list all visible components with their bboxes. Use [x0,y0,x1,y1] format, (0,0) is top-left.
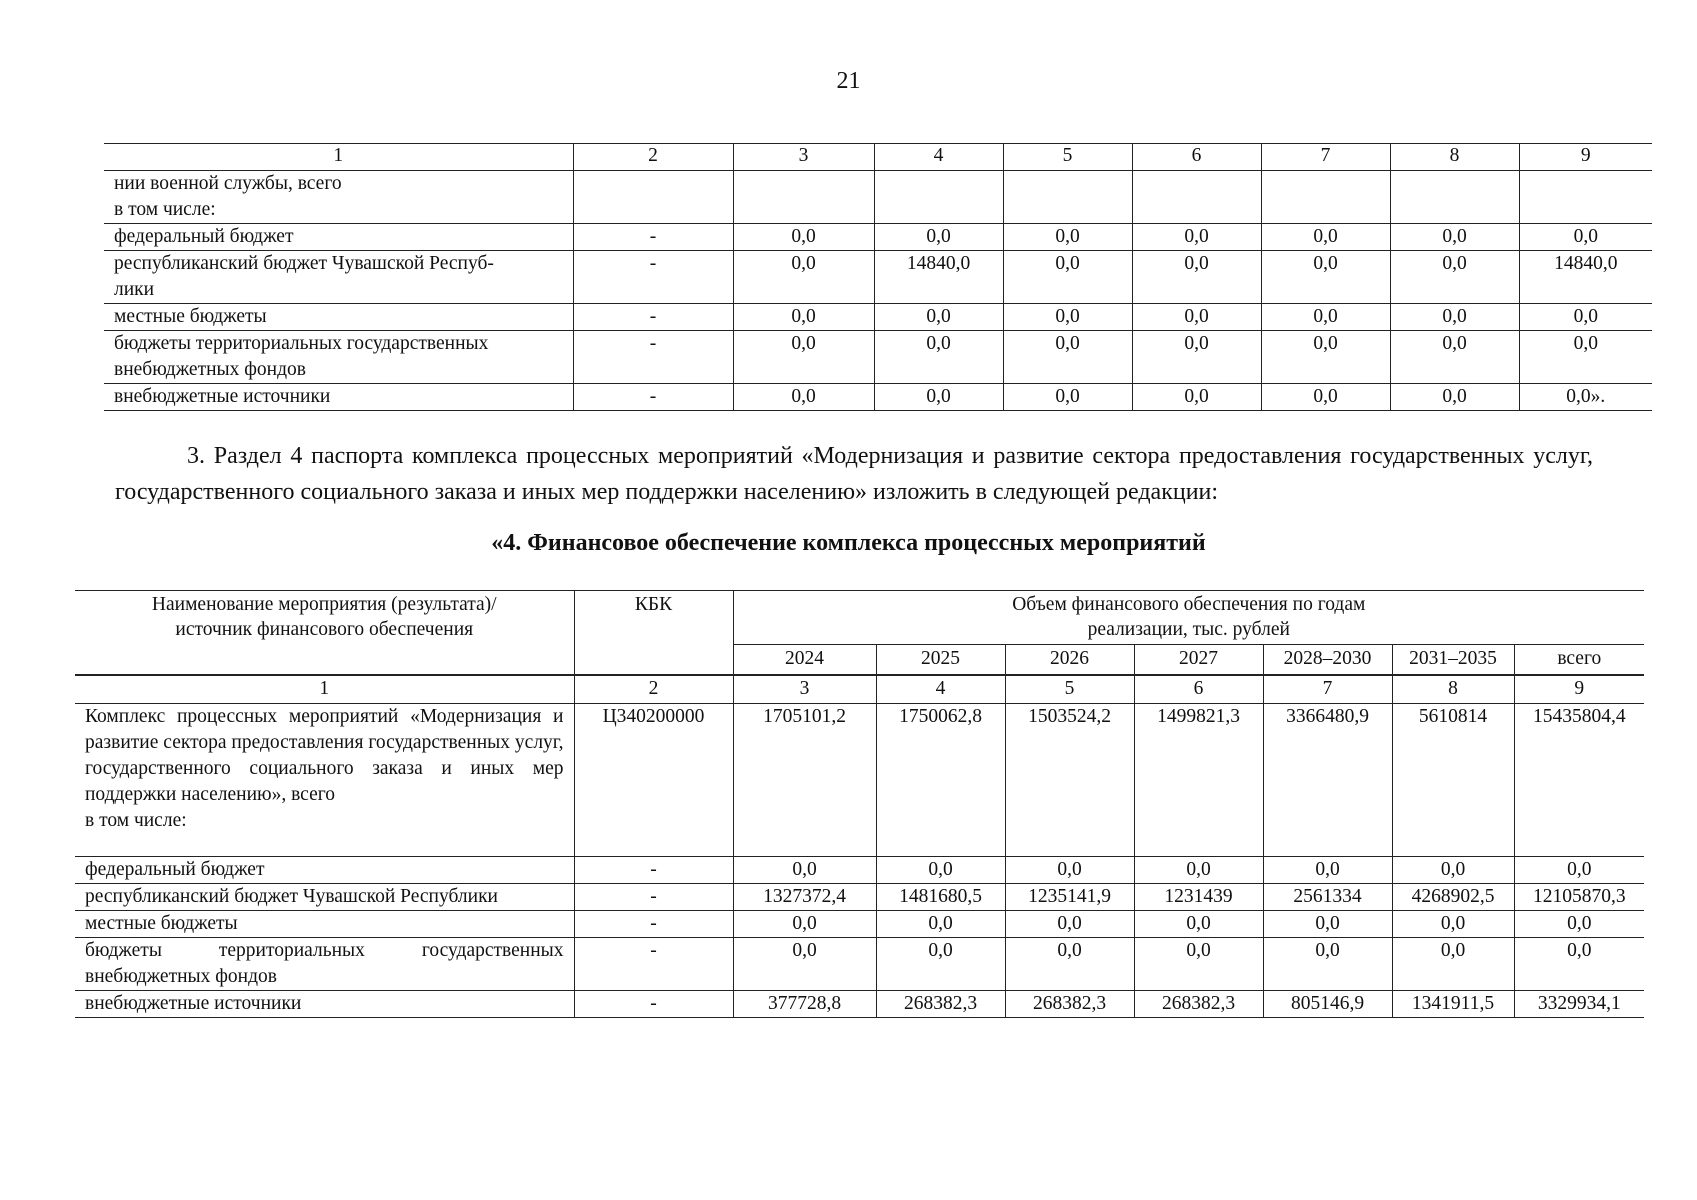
value-cell: 0,0 [874,304,1003,331]
row-name-cell: бюджеты территориальных государственных внебюджетных фондов [75,938,574,991]
value-cell: 0,0 [1390,331,1519,384]
column-number: 7 [1263,675,1392,704]
year-header: 2026 [1005,645,1134,676]
value-cell [874,171,1003,224]
value-cell: 0,0 [1261,304,1390,331]
value-cell: - [574,884,733,911]
value-cell: 0,0 [1132,224,1261,251]
value-cell: 3329934,1 [1514,991,1644,1018]
column-number: 5 [1005,675,1134,704]
value-cell: 0,0 [1261,384,1390,411]
row-name-cell: республиканский бюджет Чувашской Респуб- лики [104,251,573,304]
table-body [75,704,1644,1018]
column-number: 3 [733,675,876,704]
value-cell: 1235141,9 [1005,884,1134,911]
value-cell [733,171,874,224]
value-cell: 0,0 [1519,224,1652,251]
header-row [75,591,1644,645]
value-cell: 0,0 [1519,304,1652,331]
value-cell: 0,0 [733,938,876,991]
value-cell [1390,171,1519,224]
value-cell: 1503524,2 [1005,704,1134,857]
header-volume-cell: Объем финансового обеспечения по годам реализации, тыс. рублей [733,591,1644,645]
column-number: 6 [1132,144,1261,171]
value-cell: 0,0 [733,911,876,938]
value-cell: 3366480,9 [1263,704,1392,857]
value-cell: 377728,8 [733,991,876,1018]
row-name-cell: федеральный бюджет [104,224,573,251]
value-cell: 0,0 [1003,251,1132,304]
value-cell [1519,171,1652,224]
table-row [75,938,1644,991]
year-header: всего [1514,645,1644,676]
year-header: 2027 [1134,645,1263,676]
value-cell: 1327372,4 [733,884,876,911]
value-cell: - [573,304,733,331]
row-name-cell: республиканский бюджет Чувашской Республики [75,884,574,911]
value-cell: 12105870,3 [1514,884,1644,911]
value-cell: 0,0 [1003,384,1132,411]
column-number: 9 [1514,675,1644,704]
value-cell: 0,0 [733,857,876,884]
value-cell: 0,0 [1263,938,1392,991]
value-cell: 14840,0 [1519,251,1652,304]
header-name-cell: Наименование мероприятия (результата)/ источник финансового обеспечения [75,591,574,676]
year-header: 2028–2030 [1263,645,1392,676]
value-cell: 0,0 [874,331,1003,384]
value-cell: - [573,384,733,411]
value-cell: 0,0 [733,384,874,411]
funding-table-continued [104,143,1652,411]
value-cell: 0,0 [874,224,1003,251]
value-cell: 0,0 [1390,384,1519,411]
value-cell: - [574,938,733,991]
section-title: «4. Финансовое обеспечение комплекса процессных мероприятий [491,530,1206,556]
column-number: 6 [1134,675,1263,704]
value-cell: 0,0 [1005,938,1134,991]
row-name-cell: внебюджетные источники [75,991,574,1018]
value-cell: - [573,224,733,251]
value-cell: 1499821,3 [1134,704,1263,857]
value-cell: - [574,911,733,938]
value-cell: 0,0 [1261,224,1390,251]
value-cell: 1231439 [1134,884,1263,911]
value-cell [573,171,733,224]
value-cell: 0,0 [1261,251,1390,304]
table-row [75,991,1644,1018]
value-cell: 0,0 [876,911,1005,938]
value-cell: 15435804,4 [1514,704,1644,857]
table-row [104,304,1652,331]
row-name-cell: местные бюджеты [104,304,573,331]
value-cell: 1750062,8 [876,704,1005,857]
column-number: 2 [574,675,733,704]
value-cell: 0,0 [1134,857,1263,884]
amendment-paragraph: 3. Раздел 4 паспорта комплекса процессных мероприятий «Модернизация и развитие сектора предоставления государственных услуг, государственного социального заказа и иных мер поддержки населению» изложить в следующей редакции: [115,443,1593,505]
value-cell: 0,0 [1390,251,1519,304]
table-row [104,171,1652,224]
value-cell: 805146,9 [1263,991,1392,1018]
value-cell: 0,0». [1519,384,1652,411]
value-cell: - [573,331,733,384]
value-cell: 5610814 [1392,704,1514,857]
value-cell: 1341911,5 [1392,991,1514,1018]
value-cell: 0,0 [1005,911,1134,938]
value-cell: 0,0 [1390,224,1519,251]
column-number: 4 [876,675,1005,704]
column-number: 2 [573,144,733,171]
value-cell: 268382,3 [876,991,1005,1018]
table-row [104,384,1652,411]
value-cell: 1481680,5 [876,884,1005,911]
value-cell: 0,0 [1514,938,1644,991]
value-cell: 0,0 [1132,251,1261,304]
column-number: 5 [1003,144,1132,171]
value-cell: 0,0 [733,224,874,251]
column-number-row [75,675,1644,704]
column-number: 3 [733,144,874,171]
year-header: 2031–2035 [1392,645,1514,676]
value-cell: 0,0 [733,331,874,384]
value-cell: 0,0 [1003,224,1132,251]
value-cell: 0,0 [1514,857,1644,884]
table-row [104,251,1652,304]
table-row [104,331,1652,384]
column-number: 8 [1390,144,1519,171]
value-cell: 2561334 [1263,884,1392,911]
value-cell: 0,0 [1392,938,1514,991]
column-number-row [104,144,1652,171]
row-name-cell: федеральный бюджет [75,857,574,884]
value-cell: 0,0 [1514,911,1644,938]
value-cell: 0,0 [1134,938,1263,991]
value-cell: 0,0 [1132,384,1261,411]
table-row [75,911,1644,938]
value-cell: 0,0 [1003,304,1132,331]
value-cell [1261,171,1390,224]
table-row [75,704,1644,857]
header-kbk-cell: КБК [574,591,733,676]
column-number: 4 [874,144,1003,171]
value-cell: 268382,3 [1134,991,1263,1018]
year-header: 2024 [733,645,876,676]
value-cell: 0,0 [1132,331,1261,384]
value-cell [1132,171,1261,224]
value-cell: 0,0 [1132,304,1261,331]
financial-support-table [75,590,1644,1018]
row-name-cell: Комплекс процессных мероприятий «Модернизация и развитие сектора предоставления государственных услуг, государственного социального заказа и иных мер поддержки населению», всего в том числе: [75,704,574,857]
value-cell: 0,0 [1261,331,1390,384]
value-cell: - [573,251,733,304]
value-cell: 0,0 [1519,331,1652,384]
row-name-cell: внебюджетные источники [104,384,573,411]
value-cell: 0,0 [733,304,874,331]
row-name-cell: бюджеты территориальных государственных внебюджетных фондов [104,331,573,384]
table-body [104,171,1652,411]
value-cell: 1705101,2 [733,704,876,857]
value-cell: - [574,857,733,884]
value-cell: 0,0 [1263,857,1392,884]
table-row [104,224,1652,251]
value-cell: 0,0 [1003,331,1132,384]
table-row [75,857,1644,884]
value-cell: 0,0 [1392,911,1514,938]
value-cell: 0,0 [1263,911,1392,938]
value-cell: 4268902,5 [1392,884,1514,911]
year-header: 2025 [876,645,1005,676]
column-number: 8 [1392,675,1514,704]
value-cell: 0,0 [733,251,874,304]
value-cell: 0,0 [1390,304,1519,331]
value-cell: 0,0 [1005,857,1134,884]
column-number: 9 [1519,144,1652,171]
value-cell [1003,171,1132,224]
row-name-cell: местные бюджеты [75,911,574,938]
value-cell: 0,0 [876,938,1005,991]
value-cell: 14840,0 [874,251,1003,304]
value-cell: 0,0 [1392,857,1514,884]
value-cell: - [574,991,733,1018]
value-cell: 268382,3 [1005,991,1134,1018]
value-cell: 0,0 [874,384,1003,411]
column-number: 1 [75,675,574,704]
row-name-cell: нии военной службы, всего в том числе: [104,171,573,224]
column-number: 7 [1261,144,1390,171]
value-cell: 0,0 [1134,911,1263,938]
table-row [75,884,1644,911]
page-number: 21 [836,68,861,94]
column-number: 1 [104,144,573,171]
value-cell: 0,0 [876,857,1005,884]
value-cell: Ц340200000 [574,704,733,857]
